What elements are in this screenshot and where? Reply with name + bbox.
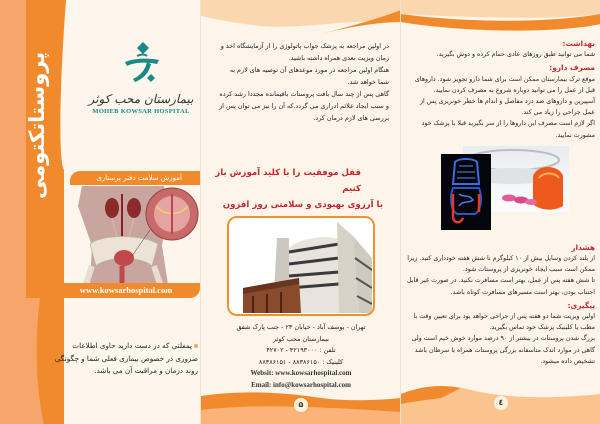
page-number: ٤ (494, 396, 508, 410)
note-paragraph: در اولین مراجعه به پزشک جواب پاتولوژی را از آزمایشگاه اخذ و زمان ویزیت بعدی همراه داشته باشید. (220, 42, 389, 62)
section-heading-followup: پیگیری: (567, 300, 595, 310)
department-label: آموزش سلامت دفتر پرستاری (70, 171, 200, 185)
phone: تلفن : ۴۲۱۹۳۰۰۰ - ۴۲۷۰۲ (266, 346, 336, 354)
page-5-panel (200, 0, 400, 424)
slogan-line-1: قفل موفقیت را با کلید آموزش باز کنیم (215, 168, 361, 194)
section-heading-warning: هشدار (571, 242, 595, 252)
note-paragraph: گاهی پس از چند سال بافت پروستات باقیمانده مجددا رشد کرده و سبب ایجاد علائم ادراری می گردد.که آن را نیز می توان پس از بررسی های لازم درمان کرد. (219, 90, 389, 122)
followup-notes (219, 40, 389, 124)
section-paragraph: اگر لازم است مصرف این داروها را از سر بگیرید قبلا با پزشک خود مشورت نمایید. (421, 120, 595, 139)
section-paragraph: آسپیرین و داروهای ضد درد مفاصل و اندام ها خطر خونریزی پس از عمل جراحی را زیاد می کند. (420, 98, 595, 117)
bullet-icon (194, 344, 198, 348)
section-paragraph: تا شش هفته پس از عمل، بهتر است مسافرت نکنید. در صورت غیر قابل اجتناب بودن، بهتر است مسیرهای مسافرت کوتاه باشد. (407, 277, 595, 296)
hospital-logo-icon (111, 40, 171, 88)
hospital-name: بیمارستان محب کوثر (273, 334, 329, 343)
clinic-phone: کلینیک : ۸۸۳۸۶۱۵۰ - ۸۸۳۸۶۱۵۱ (258, 357, 344, 366)
xray-image (441, 154, 491, 230)
section-paragraph: موقع ترک بیمارستان ممکن است برای شما دارو تجویز شود. داروهای قبل از عمل را می توانید دوباره شروع به مصرف کردن نمایید. (414, 75, 595, 94)
prostate-anatomy-illustration (72, 186, 200, 284)
cover-panel (0, 0, 200, 424)
cover-title: پروستاتکتومی (25, 51, 49, 199)
section-paragraph: بزرگ شدن پروستات در بیشتر از ۹۰ درصد موارد خوش خیم است ولی گاهی در موارد اندک متاسفانه بزرگی پروستات همراه با سرطان باشد تشخیص داده میشود. (411, 335, 595, 365)
contact-info (211, 322, 391, 391)
hospital-building-photo (227, 216, 375, 316)
section-heading-hygiene: بهداشت: (562, 39, 595, 48)
section-paragraph: اولین ویزیت شما دو هفته پس از جراحی خواهد بود برای تعیین وقت با مطب یا کلینیک پزشک خود تماس بگیرید. (413, 313, 595, 332)
top-wave-decoration (201, 0, 400, 40)
note-paragraph: هنگام اولین مراجعه در مورد موعدهای آن توصیه های لازم به شما خواهد شد. (229, 66, 389, 86)
hospital-logo (86, 40, 196, 136)
top-wave-decoration (401, 0, 600, 36)
section-paragraph: از بلند کردن وسایل بیش از ۱۰ کیلوگرم تا شش هفته خودداری کنید. زیرا ممکن است سبب ایجاد خونریزی از پروستات شود. (407, 255, 595, 274)
cover-intro (50, 340, 198, 378)
address: تهران - یوسف آباد - خیابان ۲۳ - جنب پارک شفق (236, 323, 366, 331)
medication-and-xray-photo (407, 144, 595, 240)
slogan (215, 165, 389, 213)
cover-website[interactable]: www.kowsarhospital.com (52, 283, 200, 298)
hospital-name-en: MOHEB KOWSAR HOSPITAL (92, 108, 190, 115)
email-link[interactable]: Email: info@kowsarhospital.com (251, 380, 351, 389)
hospital-name-fa: بیمارستان محب کوثر (88, 92, 194, 106)
section-heading-medication: مصرف دارو: (549, 63, 595, 73)
slogan-line-2: با آرزوی بهبودی و سلامتی روز افزون (222, 200, 383, 210)
website-link[interactable]: Websit: www.kowsarhospital.com (250, 369, 352, 377)
care-instructions (407, 36, 595, 367)
cover-intro-text: پمفلتی که در دست دارید حاوی اطلاعات ضروری در خصوص بیماری فعلی شما و چگونگی روند درمان و مراقبت آن می باشد. (54, 341, 198, 375)
page-4-panel (400, 0, 600, 424)
page-number: ۵ (294, 398, 308, 412)
section-paragraph: شما می توانید طبق روزهای عادی حمام کرده و دوش بگیرید. (436, 51, 595, 59)
